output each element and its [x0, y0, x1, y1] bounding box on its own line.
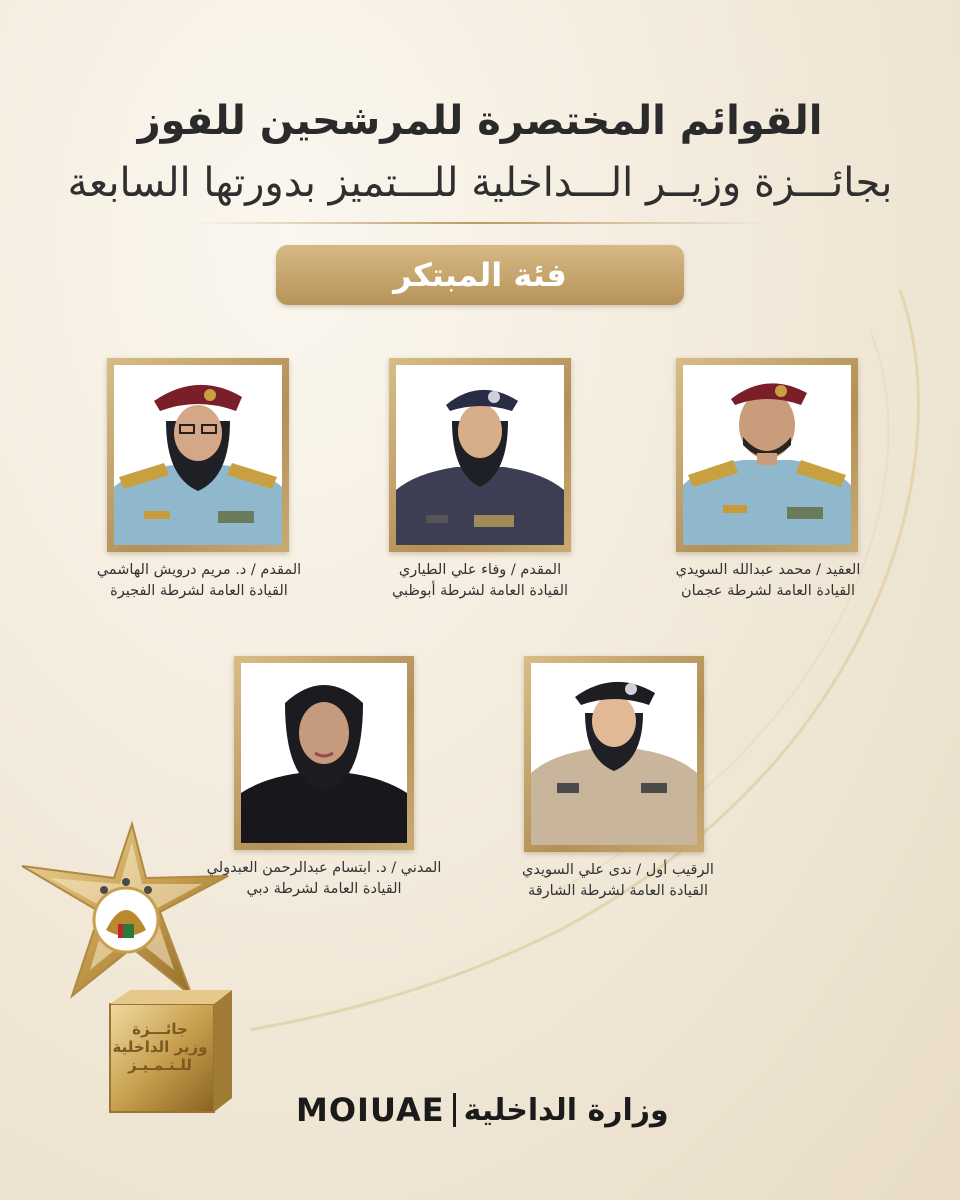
logo-separator [453, 1093, 456, 1127]
page-title: القوائم المختصرة للمرشحين للفوز [137, 98, 823, 144]
nominee-photo [531, 663, 697, 845]
nominee-org: القيادة العامة لشرطة دبي [246, 881, 402, 897]
moi-arabic-wordmark: وزارة الداخلية [463, 1092, 669, 1128]
category-label: فئة المبتكر [393, 256, 567, 294]
nominee-org: القيادة العامة لشرطة الشارقة [527, 883, 709, 899]
page-subtitle: بجائـــزة وزيــر الـــداخلية للـــتميز بدورتها السابعة [67, 160, 893, 206]
nominee-org: القيادة العامة لشرطة عجمان [681, 583, 855, 599]
trophy-text-line3: للـتـمـيـز [128, 1056, 192, 1074]
award-trophy-logo [14, 820, 244, 1120]
nominee-card [74, 358, 324, 602]
nominee-org: القيادة العامة لشرطة الفجيرة [110, 583, 288, 599]
photo-frame [389, 358, 571, 552]
nominee-name: المقدم / د. مريم درويش الهاشمي [96, 562, 302, 578]
photo-frame [234, 656, 414, 850]
photo-frame [107, 358, 289, 552]
nominee-org: القيادة العامة لشرطة أبوظبي [391, 583, 569, 599]
title-divider [190, 222, 770, 224]
nominee-card [658, 358, 878, 602]
nominee-photo [114, 365, 282, 545]
photo-frame [676, 358, 858, 552]
nominee-photo [241, 663, 407, 843]
photo-frame [524, 656, 704, 852]
nominee-name: المقدم / وفاء علي الطياري [398, 562, 562, 578]
nominee-card [368, 358, 592, 602]
nominee-photo [396, 365, 564, 545]
nominee-name: المدني / د. ابتسام عبدالرحمن العبدولي [206, 860, 442, 876]
nominee-name: العقيد / محمد عبدالله السويدي [675, 562, 861, 578]
moi-latin-wordmark: MOIUAE [296, 1091, 445, 1129]
ministry-logo [296, 1088, 669, 1132]
nominee-card [500, 656, 736, 902]
category-badge [276, 245, 684, 305]
trophy-text-line2: وزير الداخلية [112, 1038, 208, 1056]
nominee-photo [683, 365, 851, 545]
trophy-text-line1: جائـــزة [132, 1020, 188, 1038]
nominee-name: الرقيب أول / ندى علي السويدي [522, 862, 714, 878]
